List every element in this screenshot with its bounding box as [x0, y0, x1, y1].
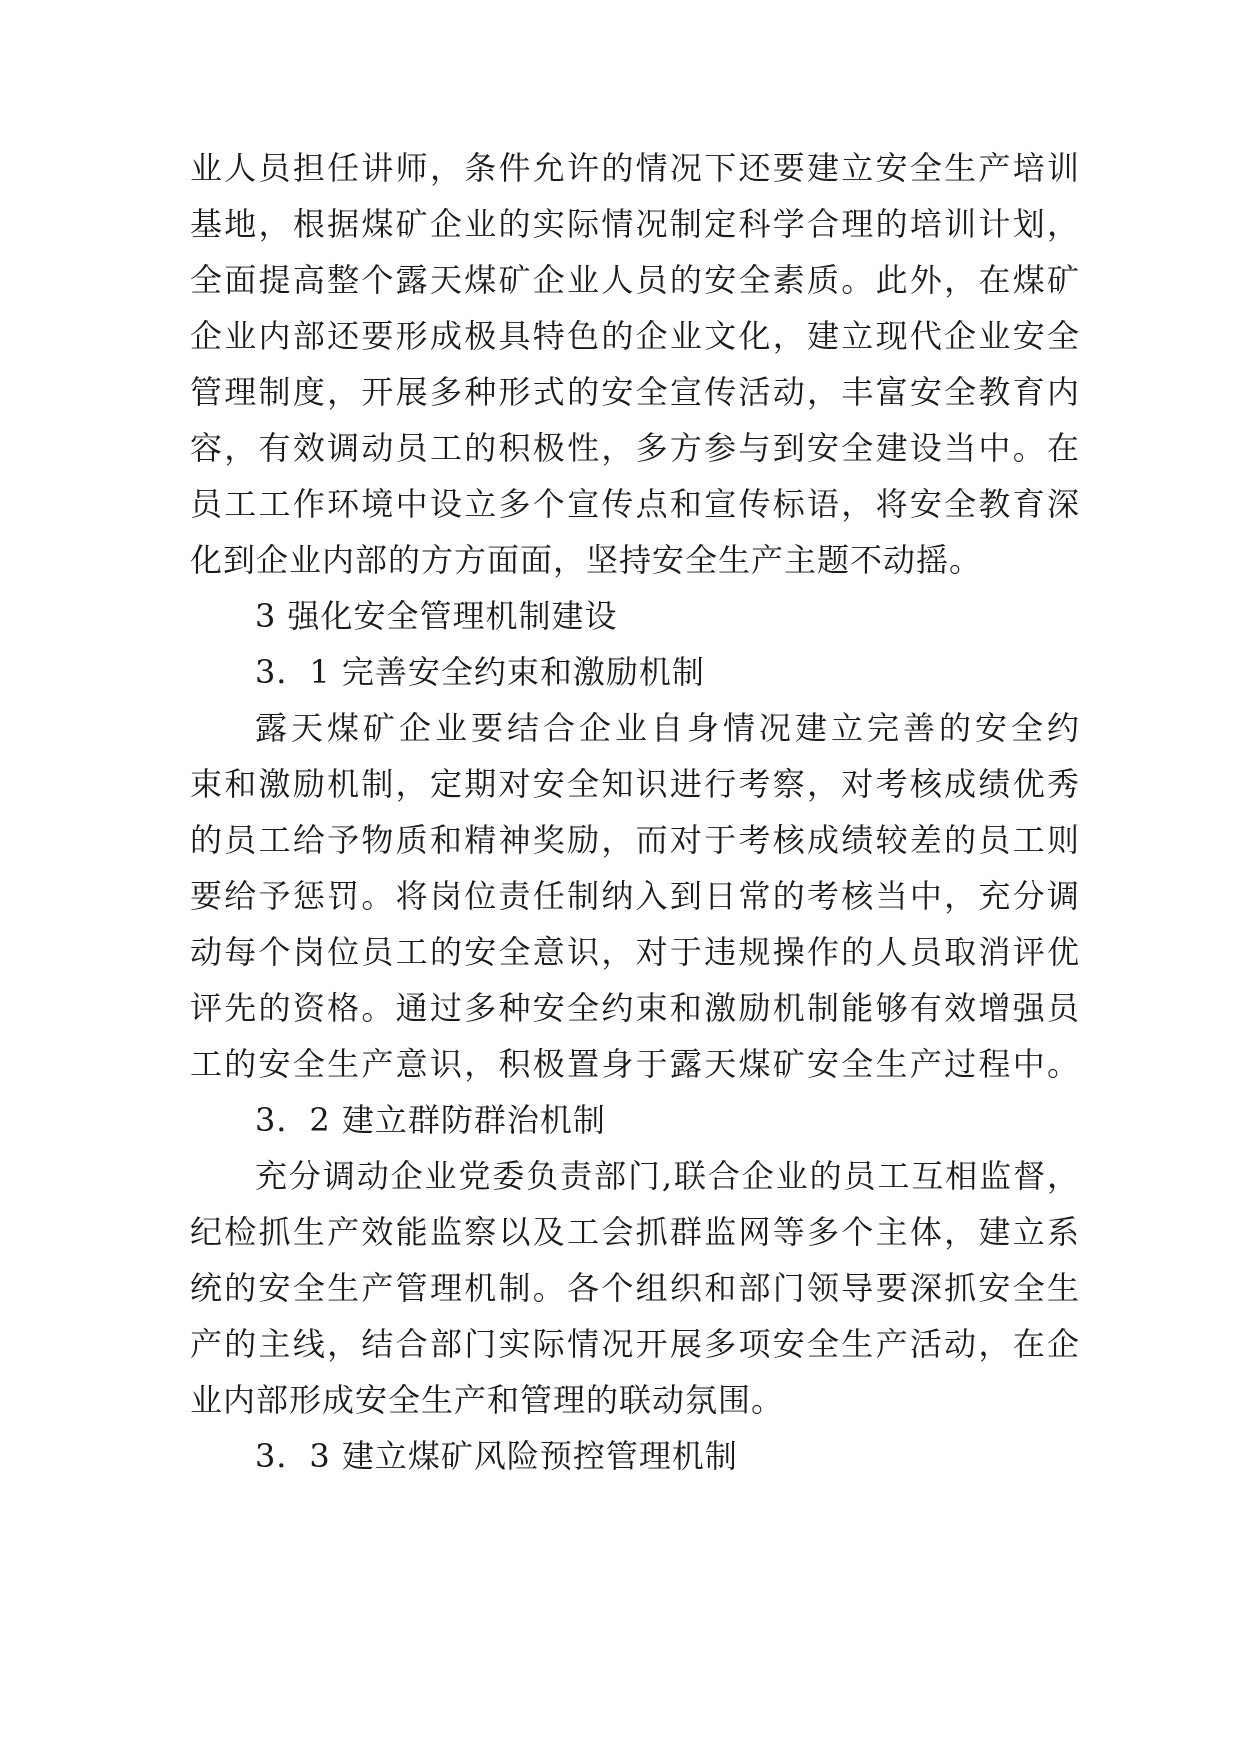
paragraph-line: 化到企业内部的方方面面，坚持安全生产主题不动摇。	[190, 541, 983, 579]
subsection-heading: 3．3 建立煤矿风险预控管理机制	[255, 1437, 738, 1475]
paragraph-line: 露天煤矿企业要结合企业自身情况建立完善的安全约	[255, 709, 1080, 747]
paragraph-line: 业人员担任讲师，条件允许的情况下还要建立安全生产培训	[190, 149, 1080, 187]
paragraph-line: 管理制度，开展多种形式的安全宣传活动，丰富安全教育内	[190, 373, 1080, 411]
paragraph-line: 动每个岗位员工的安全意识，对于违规操作的人员取消评优	[190, 933, 1080, 971]
paragraph-line: 基地，根据煤矿企业的实际情况制定科学合理的培训计划，	[190, 205, 1080, 243]
paragraph-line: 工的安全生产意识，积极置身于露天煤矿安全生产过程中。	[190, 1045, 1080, 1083]
paragraph-line: 业内部形成安全生产和管理的联动氛围。	[190, 1381, 785, 1419]
paragraph-line: 企业内部还要形成极具特色的企业文化，建立现代企业安全	[190, 317, 1080, 355]
paragraph-line: 充分调动企业党委负责部门,联合企业的员工互相监督，	[255, 1157, 1080, 1195]
paragraph-line: 束和激励机制，定期对安全知识进行考察，对考核成绩优秀	[190, 765, 1080, 803]
paragraph-line: 统的安全生产管理机制。各个组织和部门领导要深抓安全生	[190, 1269, 1080, 1307]
paragraph-line: 产的主线，结合部门实际情况开展多项安全生产活动，在企	[190, 1325, 1080, 1363]
paragraph-line: 要给予惩罚。将岗位责任制纳入到日常的考核当中，充分调	[190, 877, 1080, 915]
paragraph-line: 全面提高整个露天煤矿企业人员的安全素质。此外，在煤矿	[190, 261, 1080, 299]
subsection-heading: 3．1 完善安全约束和激励机制	[255, 653, 705, 691]
paragraph-line: 纪检抓生产效能监察以及工会抓群监网等多个主体，建立系	[190, 1213, 1080, 1251]
subsection-heading: 3．2 建立群防群治机制	[255, 1101, 606, 1139]
section-heading: 3 强化安全管理机制建设	[255, 597, 618, 635]
paragraph-line: 容，有效调动员工的积极性，多方参与到安全建设当中。在	[190, 429, 1080, 467]
paragraph-line: 评先的资格。通过多种安全约束和激励机制能够有效增强员	[190, 989, 1080, 1027]
paragraph-line: 员工工作环境中设立多个宣传点和宣传标语，将安全教育深	[190, 485, 1080, 523]
paragraph-line: 的员工给予物质和精神奖励，而对于考核成绩较差的员工则	[190, 821, 1080, 859]
